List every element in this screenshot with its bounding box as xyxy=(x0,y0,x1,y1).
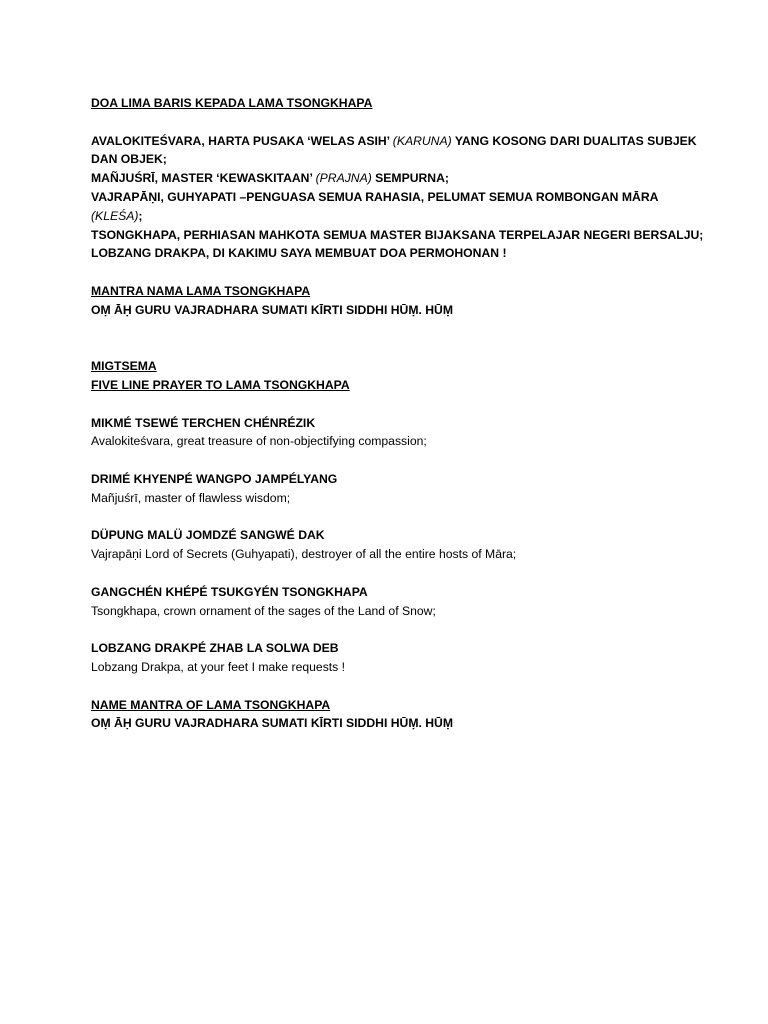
verse-5-tibetan: LOBZANG DRAKPÉ ZHAB LA SOLWA DEB xyxy=(91,641,339,656)
english-heading-1: MIGTSEMA xyxy=(91,359,157,374)
indonesian-line-3: VAJRAPĀṆI, GUHYAPATI –PENGUASA SEMUA RAHASIA, PELUMAT SEMUA ROMBONGAN MĀRA xyxy=(91,189,659,204)
verse-4-tibetan: GANGCHÉN KHÉPÉ TSUKGYÉN TSONGKHAPA xyxy=(91,584,368,599)
english-mantra-title: NAME MANTRA OF LAMA TSONGKHAPA xyxy=(91,697,331,712)
english-heading-2: FIVE LINE PRAYER TO LAMA TSONGKHAPA xyxy=(91,377,350,392)
verse-3-tibetan: DÜPUNG MALÜ JOMDZÉ SANGWÉ DAK xyxy=(91,528,325,543)
indonesian-mantra: OṂ ĀḤ GURU VAJRADHARA SUMATI KĪRTI SIDDHI HŪṂ. HŪṂ xyxy=(91,302,453,317)
verse-5-translation: Lobzang Drakpa, at your feet I make requests ! xyxy=(91,659,346,674)
indonesian-title: DOA LIMA BARIS KEPADA LAMA TSONGKHAPA xyxy=(91,96,373,110)
indonesian-line-2: MAÑJUŚRĪ, MASTER ‘KEWASKITAAN’ (PRAJNA) SEMPURNA; xyxy=(91,171,449,186)
indonesian-line-4: TSONGKHAPA, PERHIASAN MAHKOTA SEMUA MASTER BIJAKSANA TERPELAJAR NEGERI BERSALJU; xyxy=(91,227,704,242)
indonesian-line-1-cont: DAN OBJEK; xyxy=(91,152,167,167)
verse-3-translation: Vajrapāṇi Lord of Secrets (Guhyapati), destroyer of all the entire hosts of Māra; xyxy=(91,547,517,562)
verse-1-tibetan: MIKMÉ TSEWÉ TERCHEN CHÉNRÉZIK xyxy=(91,415,316,430)
verse-2-translation: Mañjuśrī, master of flawless wisdom; xyxy=(91,490,291,505)
document-page xyxy=(91,94,704,733)
indonesian-line-1: AVALOKITEŚVARA, HARTA PUSAKA ‘WELAS ASIH’ (KARUNA) YANG KOSONG DARI DUALITAS SUBJEK xyxy=(91,133,697,148)
indonesian-mantra-title: MANTRA NAMA LAMA TSONGKHAPA xyxy=(91,283,311,298)
indonesian-line-3-cont: (KLEŚA); xyxy=(91,208,143,223)
verse-4-translation: Tsongkhapa, crown ornament of the sages of the Land of Snow; xyxy=(91,603,436,618)
verse-2-tibetan: DRIMÉ KHYENPÉ WANGPO JAMPÉLYANG xyxy=(91,471,338,486)
verse-1-translation: Avalokiteśvara, great treasure of non-objectifying compassion; xyxy=(91,434,427,449)
indonesian-line-5: LOBZANG DRAKPA, DI KAKIMU SAYA MEMBUAT DOA PERMOHONAN ! xyxy=(91,246,507,261)
english-mantra: OṂ ĀḤ GURU VAJRADHARA SUMATI KĪRTI SIDDHI HŪṂ. HŪṂ xyxy=(91,716,453,731)
